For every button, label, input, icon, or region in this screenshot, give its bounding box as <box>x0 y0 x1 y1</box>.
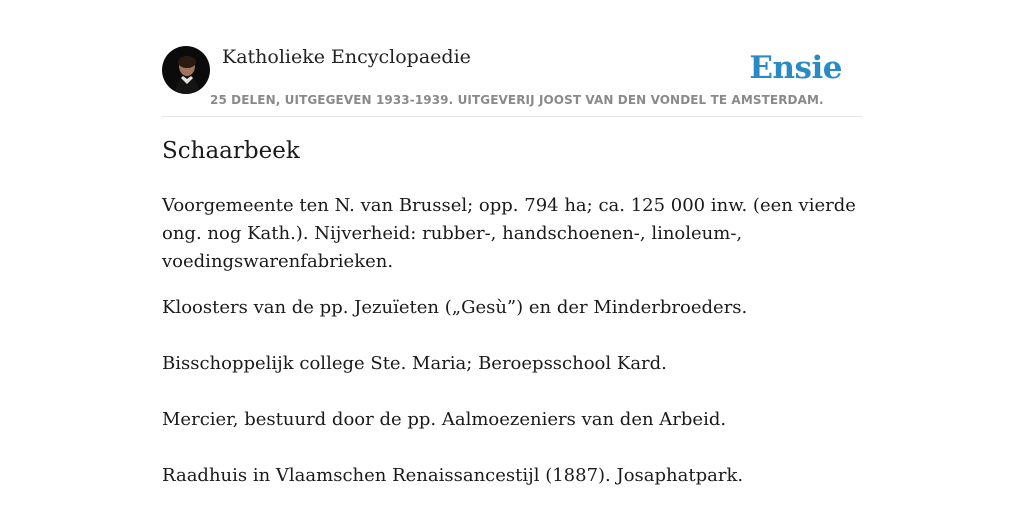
body-paragraph: Voorgemeente ten N. van Brussel; opp. 794 ha; ca. 125 000 inw. (een vierde ong. nog Kath.). Nijverheid: rubber-, handschoenen-, linoleum-, voedingswarenfabrieken. <box>162 195 856 272</box>
portrait-avatar-icon[interactable] <box>162 46 210 94</box>
ensie-logo-link[interactable]: Ensie <box>749 50 842 86</box>
header <box>162 46 862 117</box>
book-title[interactable]: Katholieke Encyclopaedie <box>222 46 471 68</box>
body-paragraph: Raadhuis in Vlaamschen Renaissancestijl (1887). Josaphatpark. <box>162 465 744 486</box>
book-subtitle: 25 DELEN, UITGEGEVEN 1933-1939. UITGEVERIJ JOOST VAN DEN VONDEL TE AMSTERDAM. <box>210 93 824 107</box>
body-paragraph: Bisschoppelijk college Ste. Maria; Beroepsschool Kard. <box>162 353 667 374</box>
entry-title: Schaarbeek <box>162 138 300 164</box>
body-paragraph: Kloosters van de pp. Jezuïeten („Gesù”) en der Minderbroeders. <box>162 297 748 318</box>
body-paragraph: Mercier, bestuurd door de pp. Aalmoezeniers van den Arbeid. <box>162 409 727 430</box>
entry-body <box>162 192 862 490</box>
